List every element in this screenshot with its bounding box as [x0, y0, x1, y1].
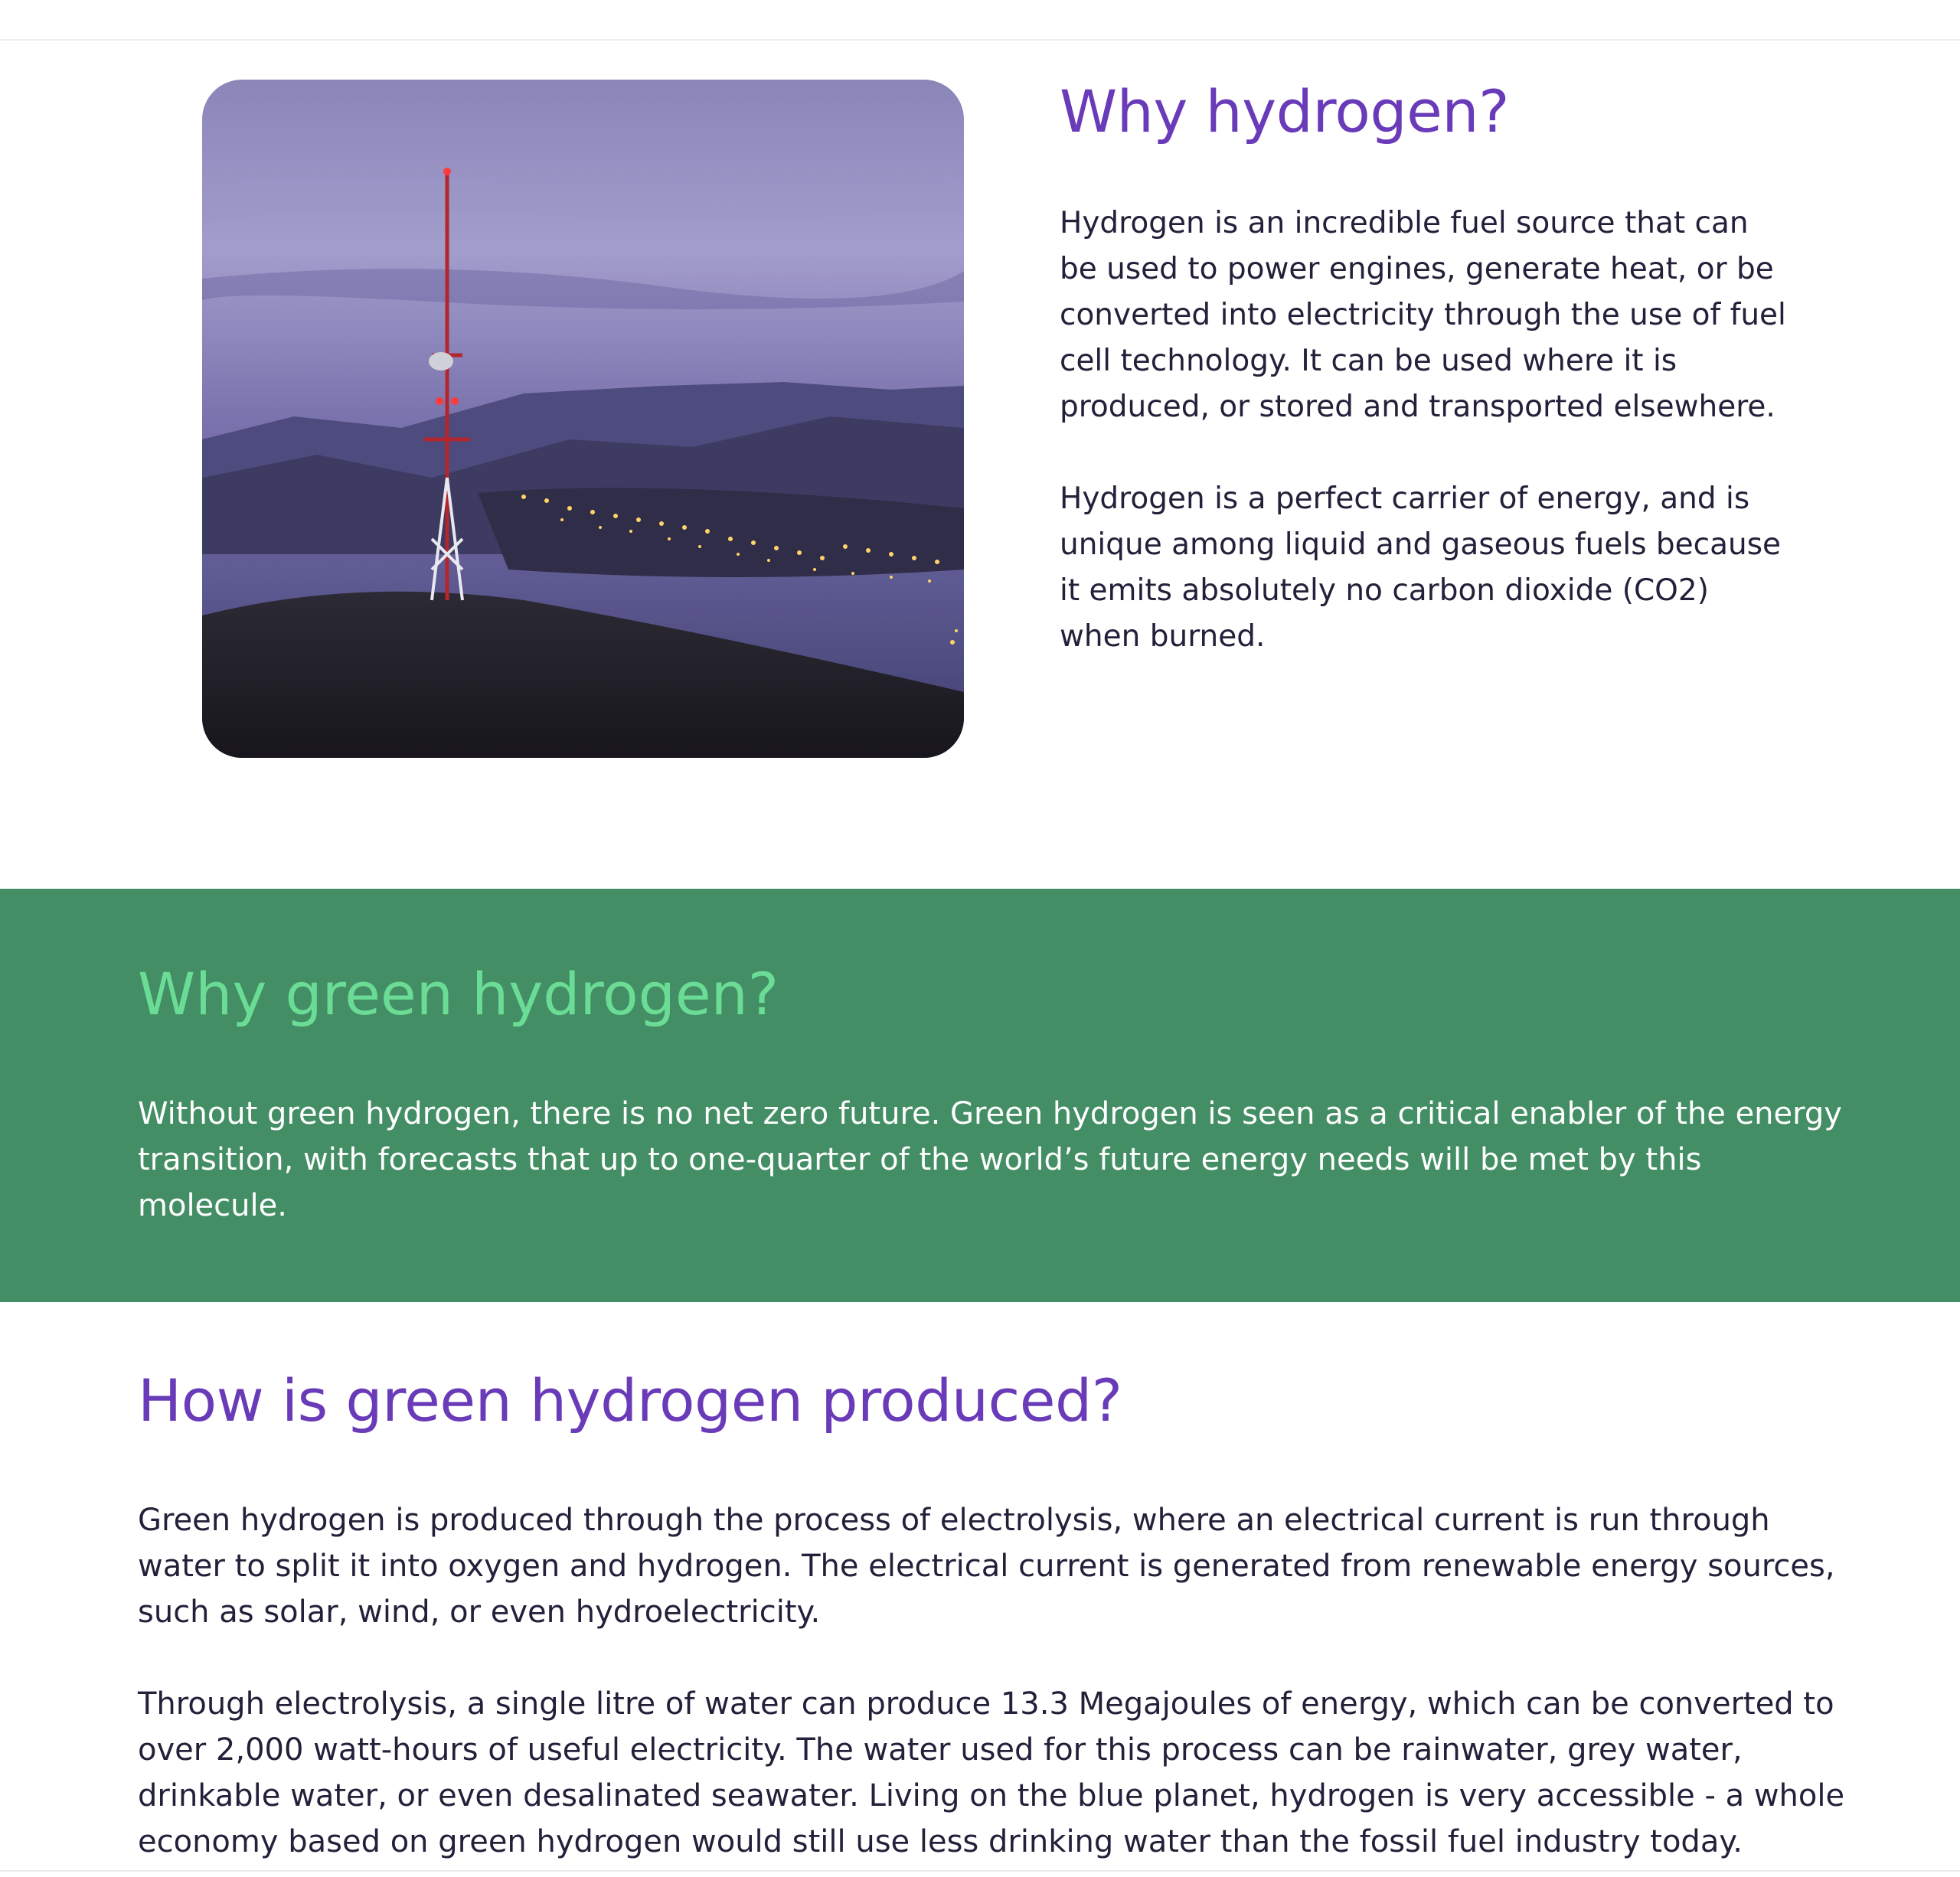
tower-photo — [202, 80, 964, 758]
header-divider — [0, 39, 1960, 41]
production-paragraph-1: Green hydrogen is produced through the process of electrolysis, where an electrical current is run through water to split it into oxygen and hydrogen. The electrical current is generated from renewable energy sources, such as solar, wind, or even hydroelectricity. — [138, 1503, 1835, 1630]
production-heading: How is green hydrogen produced? — [138, 1366, 1122, 1435]
footer-divider — [0, 1870, 1960, 1872]
why-hydrogen-section — [1060, 73, 1810, 660]
why-green-hydrogen-content — [138, 956, 1845, 1229]
why-green-hydrogen-heading: Why green hydrogen? — [138, 960, 779, 1028]
production-paragraph-2: Through electrolysis, a single litre of water can produce 13.3 Megajoules of energy, which can be converted to over 2,000 watt-hours of useful electricity. The water used for this process can be rainwater, grey water, drinkable water, or even desalinated seawater. Living on the blue planet, hydrogen is very accessible - a whole economy based on green hydrogen would still use less drinking water than the fossil fuel industry today. — [138, 1686, 1845, 1859]
why-hydrogen-paragraph-1: Hydrogen is an incredible fuel source that can be used to power engines, generate heat, or be converted into electricity through the use of fuel cell technology. It can be used where it is produced, or stored and transported elsewhere. — [1060, 206, 1786, 424]
why-green-hydrogen-paragraph: Without green hydrogen, there is no net zero future. Green hydrogen is seen as a critical enabler of the energy transition, with forecasts that up to one-quarter of the world’s future energy needs will be met by this molecule. — [138, 1096, 1842, 1223]
why-green-hydrogen-section — [0, 889, 1960, 1302]
production-section — [138, 1363, 1845, 1865]
why-hydrogen-heading: Why hydrogen? — [1060, 77, 1509, 145]
why-hydrogen-paragraph-2: Hydrogen is a perfect carrier of energy, and is unique among liquid and gaseous fuels because it emits absolutely no carbon dioxide (CO2) when burned. — [1060, 481, 1782, 654]
